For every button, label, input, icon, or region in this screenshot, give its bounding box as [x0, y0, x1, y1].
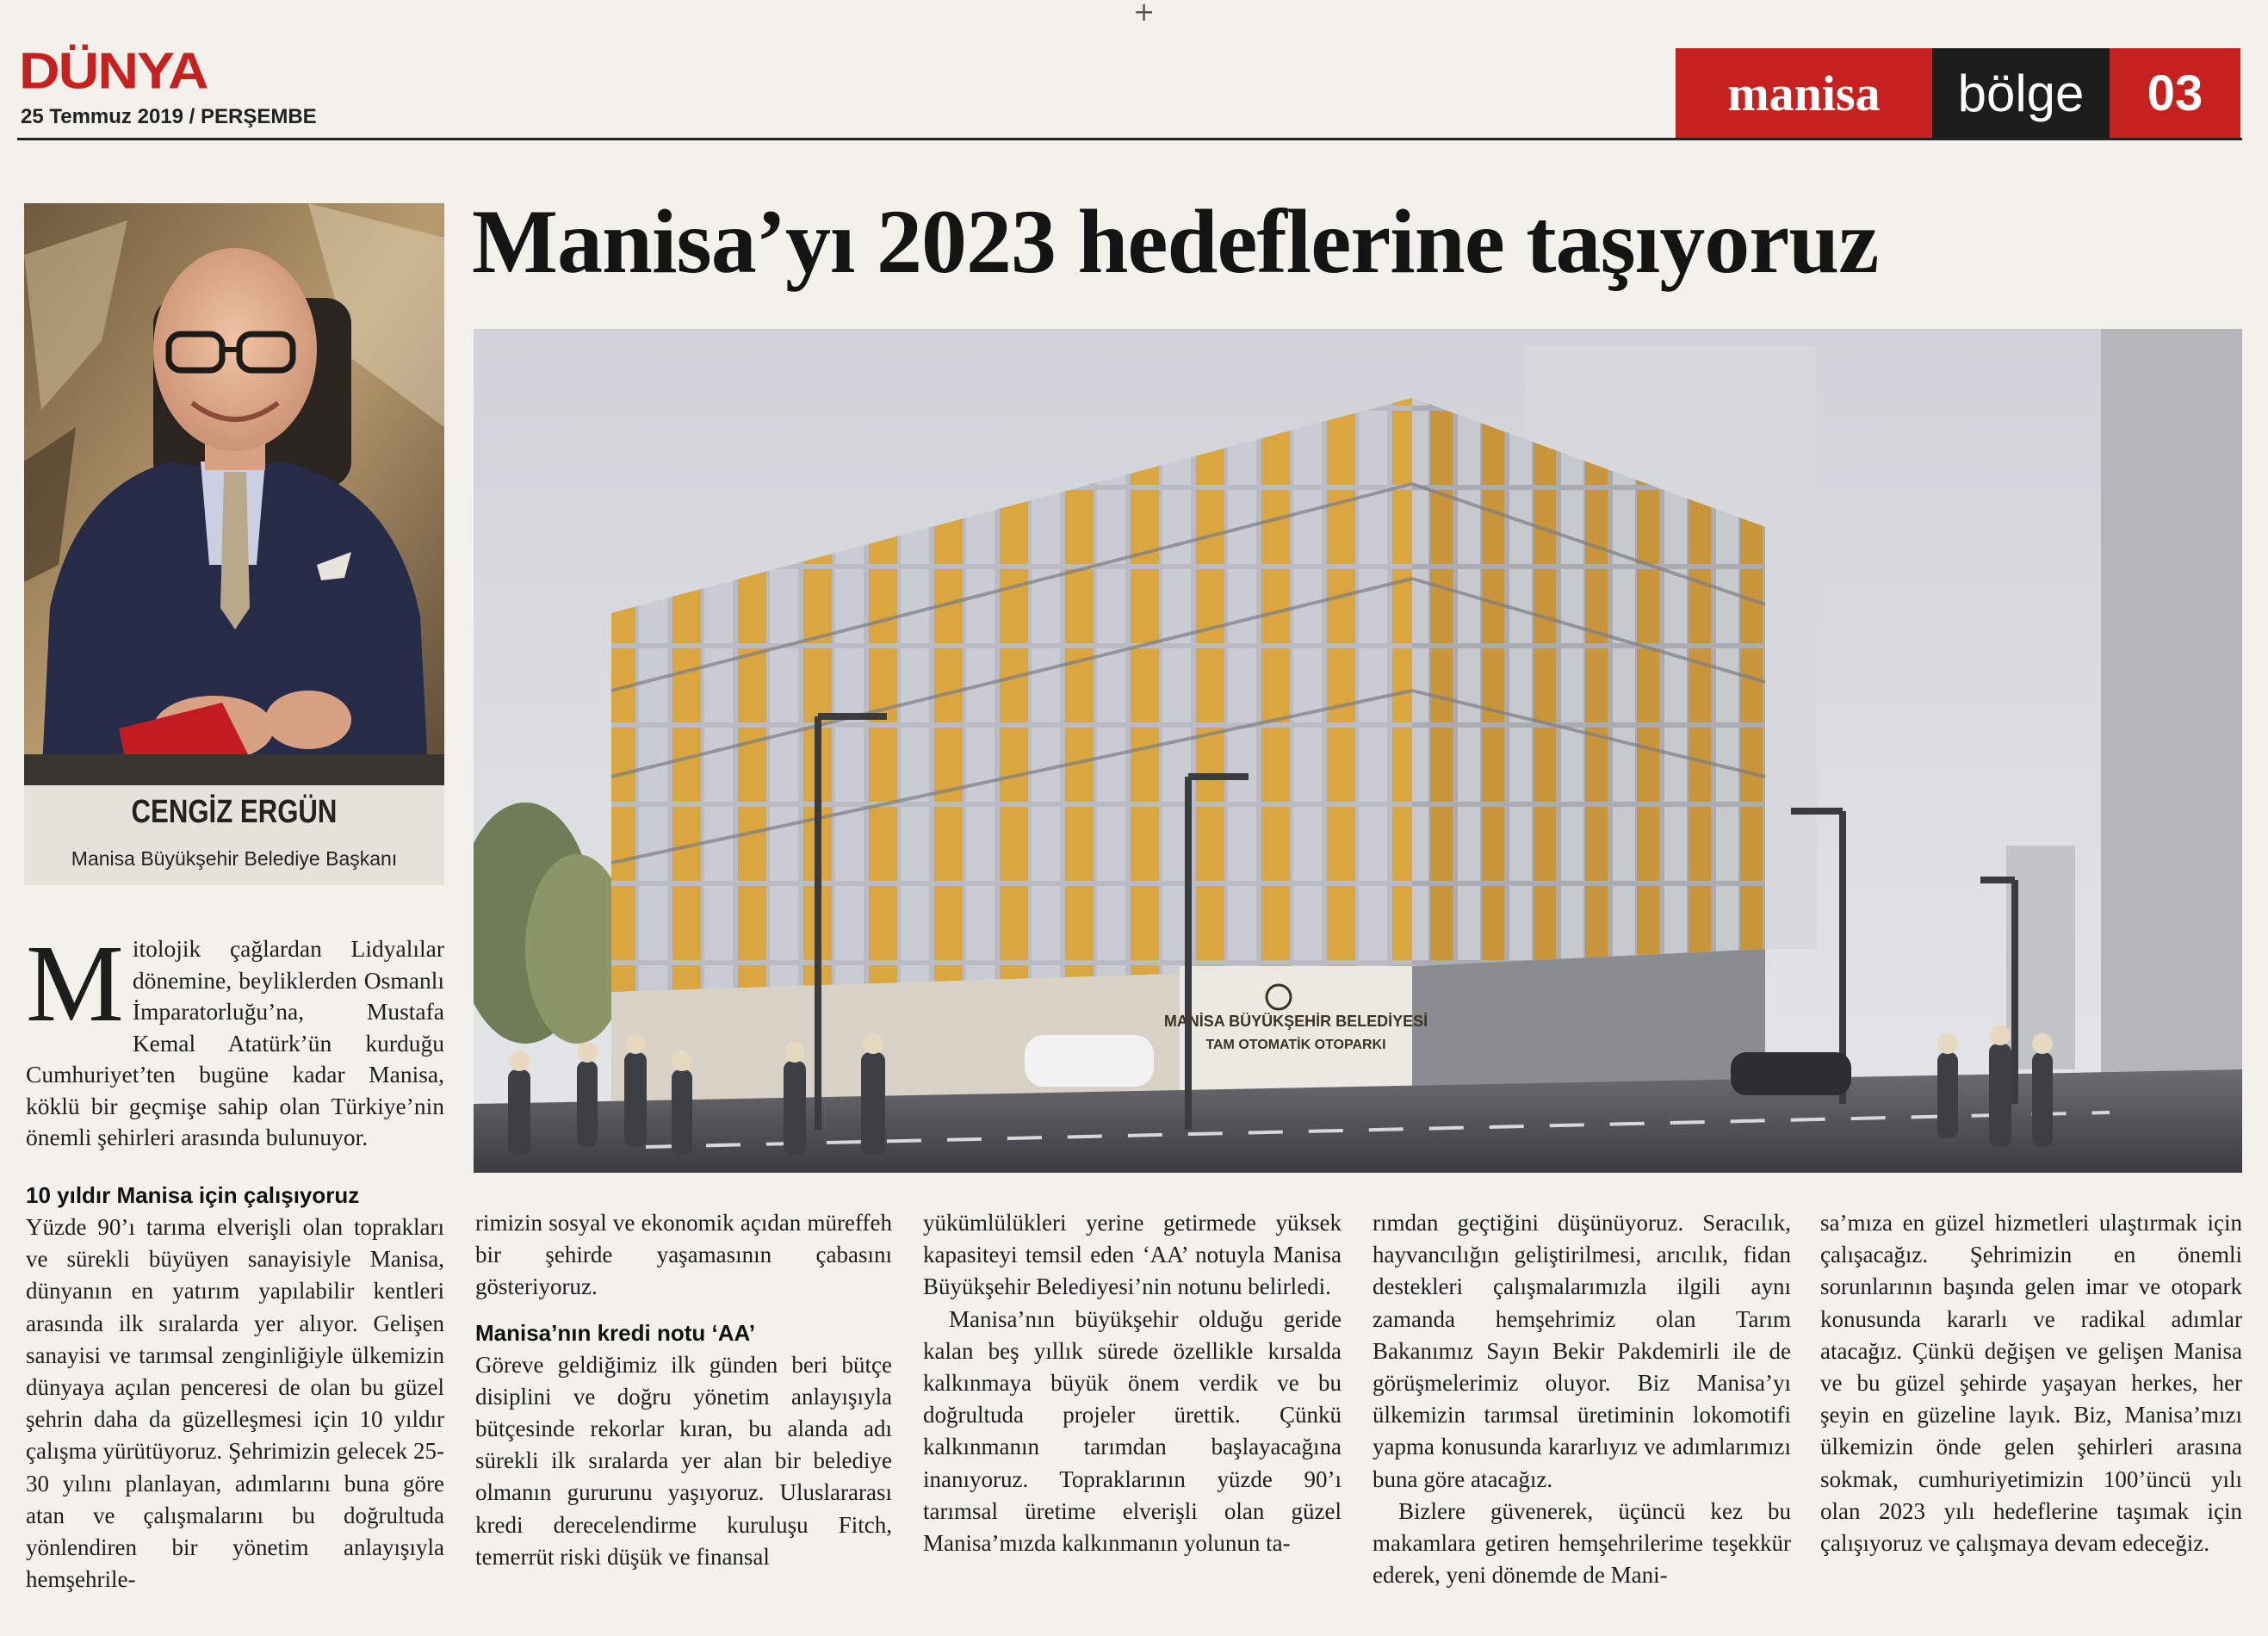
intro-paragraph: [26, 922, 444, 1154]
column-2-text-b: Göreve geldiğimiz ilk günden beri bütçe disiplini ve doğru yönetim anlayışıyla bütçesinde rekorlar kıran, bu alanda adı sürekli ilk sıralarda yer alan bir belediye olmanın gururunu yaşıyoruz. Uluslararası kredi derecelendirme kuruluşu Fitch, temerrüt riski düşük ve finansal: [475, 1351, 892, 1570]
body-column-2: [475, 1207, 892, 1573]
column-1-text: Yüzde 90’ı tarıma elverişli olan toprakları ve sürekli büyüyen sanayisiyle Manisa, dünyanın en yatırım yapılabilir kentleri arasında ilk sıralarda yer alıyor. Gelişen sanayisi ve tarımsal zenginliğiyle ülkemizin dünyaya açılan penceresi de olan bu güzel şehrin daha da güzelleşmesi için 10 yıldır çalışma yürütüyoruz. Şehrimizin gelecek 25-30 yılını planlayan, adımlarını buna göre atan ve çalışmalarını bu doğrultuda yönlendiren bir yönetim anlayışıyla hemşehrile-: [26, 1214, 444, 1593]
page-number: 03: [2110, 48, 2240, 138]
body-column-1: [26, 1180, 444, 1596]
building-sign-subtitle: TAM OTOMATİK OTOPARKI: [1205, 1038, 1386, 1052]
column-3-text: yükümlülükleri yerine getirmede yüksek kapasiteyi temsil eden ‘AA’ notuyla Manisa Büyükşehir Belediyesi’nin notunu belirledi.: [923, 1210, 1342, 1300]
body-column-4: [1373, 1207, 1791, 1591]
subheading-10-years: 10 yıldır Manisa için çalışıyoruz: [26, 1182, 360, 1208]
building-rendering-photo: [474, 329, 2242, 1173]
column-5-text: sa’mıza en güzel hizmetleri ulaştırmak için çalışacağız. Şehrimizin en önemli sorunlarının başında gelen imar ve otopark konusunda kararlı ve radikal adımlar atacağız. Çünkü değişen ve gelişen Manisa ve bu güzel şehirde yaşayan herkes, her şeyin en güzeline layık. Biz, Manisa’mızı ülkemizin önde gelen şehirleri arasına sokmak, cumhuriyetimizin 100’üncü yılı olan 2023 yılı hedeflerine taşımak için çalışıyoruz ve çalışmaya devam edeceğiz.: [1820, 1210, 2242, 1557]
section-tag: bölge: [1932, 48, 2110, 138]
issue-date: 25 Temmuz 2019 / PERŞEMBE: [21, 105, 317, 128]
building-sign-name: MANİSA BÜYÜKŞEHİR BELEDİYESİ: [1163, 1013, 1428, 1030]
author-title: Manisa Büyükşehir Belediye Başkanı: [71, 847, 398, 870]
column-4-text-b: Bizlere güvenerek, üçüncü kez bu makamlara getiren hemşehrilerime teşekkür ederek, yeni dönemde de Mani-: [1373, 1497, 1791, 1589]
body-column-3: [923, 1207, 1342, 1559]
newspaper-logo: DÜNYA: [19, 41, 208, 99]
column-2-text: rimizin sosyal ve ekonomik açıdan müreffeh bir şehirde yaşamasının çabasını gösteriyoruz.: [475, 1210, 892, 1300]
column-3-text-b: Manisa’nın büyükşehir olduğu geride kalan beş yıllık sürede özellikle kırsalda kalkınmaya büyük önem verdik ve bu doğrultuda projeler ürettik. Çünkü kalkınmanın tarımdan başlayacağına inanıyoruz. Topraklarının yüzde 90’ı tarımsal üretime elverişli olan güzel Manisa’mızda kalkınmanın yolunun ta-: [923, 1305, 1342, 1557]
intro-text: itolojik çağlardan Lidyalılar dönemine, beyliklerden Osmanlı İmparatorluğu’na, Mustafa Kemal Atatürk’ün kurduğu Cumhuriyet’ten bugüne kadar Manisa, köklü bir geçmişe sahip olan Türkiye’nin önemli şehirleri arasında bulunuyor.: [26, 935, 444, 1150]
crop-mark: +: [1133, 0, 1156, 28]
masthead-rule: [17, 138, 2242, 140]
subheading-credit-rating: Manisa’nın kredi notu ‘AA’: [475, 1319, 756, 1346]
author-photo: [24, 203, 444, 785]
body-column-5: [1820, 1207, 2242, 1559]
drop-cap: M: [26, 922, 124, 1044]
author-name: CENGİZ ERGÜN: [131, 794, 338, 830]
city-tag: manisa: [1676, 48, 1932, 138]
column-4-text: rımdan geçtiğini düşünüyoruz. Seracılık, hayvancılığın geliştirilmesi, arıcılık, fidan destekleri çalışmalarımızla ilgili aynı zamanda hemşehrimiz olan Tarım Bakanımız Sayın Bekir Pakdemirli ile de görüşmelerimiz oluyor. Biz Manisa’yı ülkemizin tarımsal üretiminin lokomotifi yapma konusunda kararlıyız ve adımlarımızı buna göre atacağız.: [1373, 1210, 1791, 1492]
article-headline: Manisa’yı 2023 hedeflerine taşıyoruz: [472, 191, 1879, 292]
